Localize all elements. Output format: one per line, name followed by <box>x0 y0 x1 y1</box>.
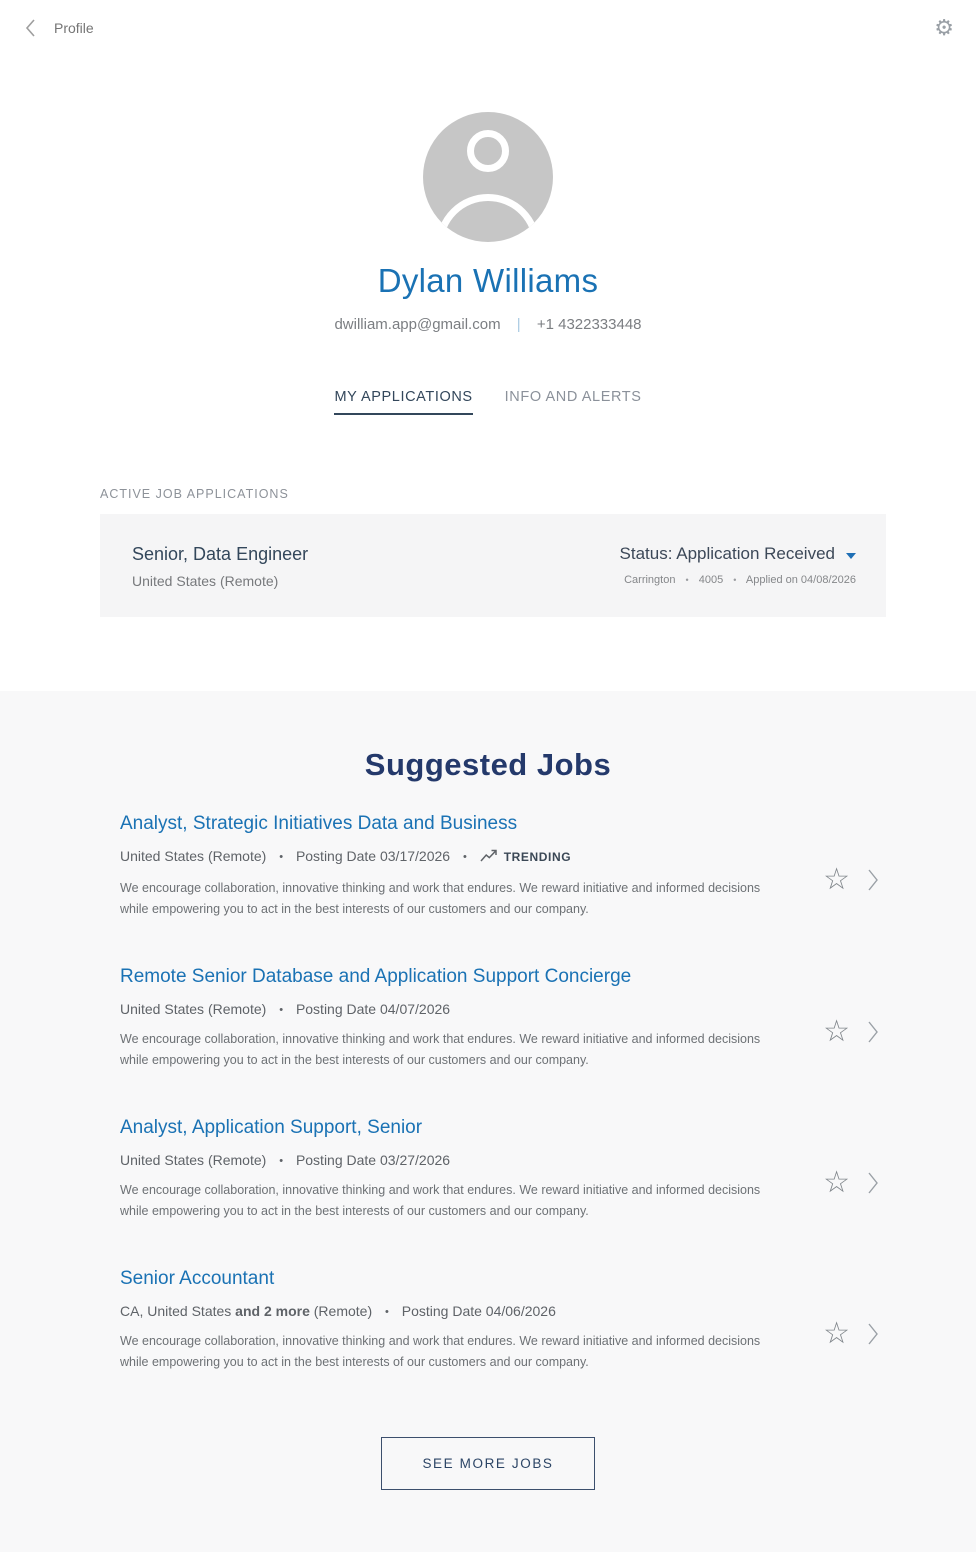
job-description: We encourage collaboration, innovative thinking and work that endures. We reward initiative and informed decisions while empowering you to act in the best interests of our customers and our company. <box>120 881 761 916</box>
application-card <box>100 514 886 617</box>
job-card <box>120 966 880 1071</box>
job-title-link[interactable]: Analyst, Application Support, Senior <box>120 1117 423 1138</box>
separator-dot: • <box>385 1306 389 1318</box>
job-card <box>120 813 880 920</box>
profile-tabs <box>0 389 976 415</box>
job-title-link[interactable]: Remote Senior Database and Application Support Concierge <box>120 966 632 987</box>
chevron-right-icon[interactable] <box>866 1170 880 1196</box>
chevron-down-icon <box>846 553 856 559</box>
trending-up-icon <box>480 850 498 866</box>
contact-separator: | <box>516 316 521 333</box>
page-title: Profile <box>54 20 94 36</box>
job-meta <box>120 1303 770 1319</box>
job-posting-date: Posting Date 04/07/2026 <box>295 1001 451 1017</box>
separator-dot: • <box>279 1155 284 1167</box>
trending-badge: TRENDING <box>503 850 572 864</box>
profile-email: dwilliam.app@gmail.com <box>334 316 501 333</box>
back-chevron-icon <box>24 18 36 38</box>
job-card <box>120 1268 880 1373</box>
active-applications-label: ACTIVE JOB APPLICATIONS <box>100 487 289 501</box>
profile-phone: +1 4322333448 <box>536 316 642 333</box>
job-meta <box>120 1152 770 1168</box>
job-posting-date: Posting Date 03/27/2026 <box>295 1152 451 1168</box>
job-title-link[interactable]: Analyst, Strategic Initiatives Data and Business <box>120 813 518 834</box>
contact-row <box>0 316 976 333</box>
job-meta <box>120 1001 770 1017</box>
job-description: We encourage collaboration, innovative thinking and work that endures. We reward initiative and informed decisions while empowering you to act in the best interests of our customers and our company. <box>120 1334 761 1369</box>
job-description: We encourage collaboration, innovative thinking and work that endures. We reward initiative and informed decisions while empowering you to act in the best interests of our customers and our company. <box>120 1183 761 1218</box>
chevron-right-icon[interactable] <box>866 867 880 893</box>
see-more-jobs-button[interactable]: SEE MORE JOBS <box>381 1437 594 1490</box>
top-bar <box>0 0 976 56</box>
tab-info-and-alerts[interactable]: INFO AND ALERTS <box>504 389 642 405</box>
favorite-star-icon[interactable]: ☆ <box>823 861 850 897</box>
tab-my-applications[interactable]: MY APPLICATIONS <box>334 389 472 415</box>
job-title-link[interactable]: Senior Accountant <box>120 1268 275 1289</box>
job-meta <box>120 848 770 866</box>
separator-dot: • <box>733 575 737 585</box>
job-description: We encourage collaboration, innovative thinking and work that endures. We reward initiative and informed decisions while empowering you to act in the best interests of our customers and our company. <box>120 1032 761 1067</box>
suggested-jobs-title: Suggested Jobs <box>364 747 612 782</box>
separator-dot: • <box>279 851 284 863</box>
active-applications-section <box>100 487 886 617</box>
avatar-head-shape <box>467 130 509 172</box>
application-location: United States (Remote) <box>132 573 279 589</box>
job-location: United States (Remote) <box>120 1152 267 1168</box>
profile-name: Dylan Williams <box>377 262 599 299</box>
chevron-right-icon[interactable] <box>866 1019 880 1045</box>
avatar <box>423 112 553 242</box>
job-card <box>120 1117 880 1222</box>
job-location: United States (Remote) <box>120 848 267 864</box>
separator-dot: • <box>685 575 689 585</box>
application-job-title: Senior, Data Engineer <box>132 544 309 564</box>
settings-gear-icon[interactable]: ⚙ <box>934 15 954 40</box>
favorite-star-icon[interactable]: ☆ <box>823 1315 850 1351</box>
company-name: Carrington <box>624 574 676 586</box>
applied-date: Applied on 04/08/2026 <box>745 574 856 586</box>
job-posting-date: Posting Date 04/06/2026 <box>401 1303 556 1319</box>
chevron-right-icon[interactable] <box>866 1321 880 1347</box>
suggested-jobs-section <box>0 691 976 1552</box>
avatar-body-shape <box>436 194 540 242</box>
application-details <box>620 574 856 586</box>
job-location-rest: (Remote) <box>309 1303 373 1319</box>
status-label: Status: Application Received <box>619 544 835 563</box>
favorite-star-icon[interactable]: ☆ <box>823 1164 850 1200</box>
favorite-star-icon[interactable]: ☆ <box>823 1013 850 1049</box>
job-location-more: and 2 more <box>235 1303 310 1319</box>
job-location: CA, United States <box>120 1303 236 1319</box>
back-button[interactable] <box>20 14 40 42</box>
job-id: 4005 <box>698 574 724 586</box>
separator-dot: • <box>462 851 467 863</box>
separator-dot: • <box>279 1004 284 1016</box>
job-posting-date: Posting Date 03/17/2026 <box>295 848 451 864</box>
job-location: United States (Remote) <box>120 1001 267 1017</box>
status-dropdown[interactable] <box>620 544 856 564</box>
